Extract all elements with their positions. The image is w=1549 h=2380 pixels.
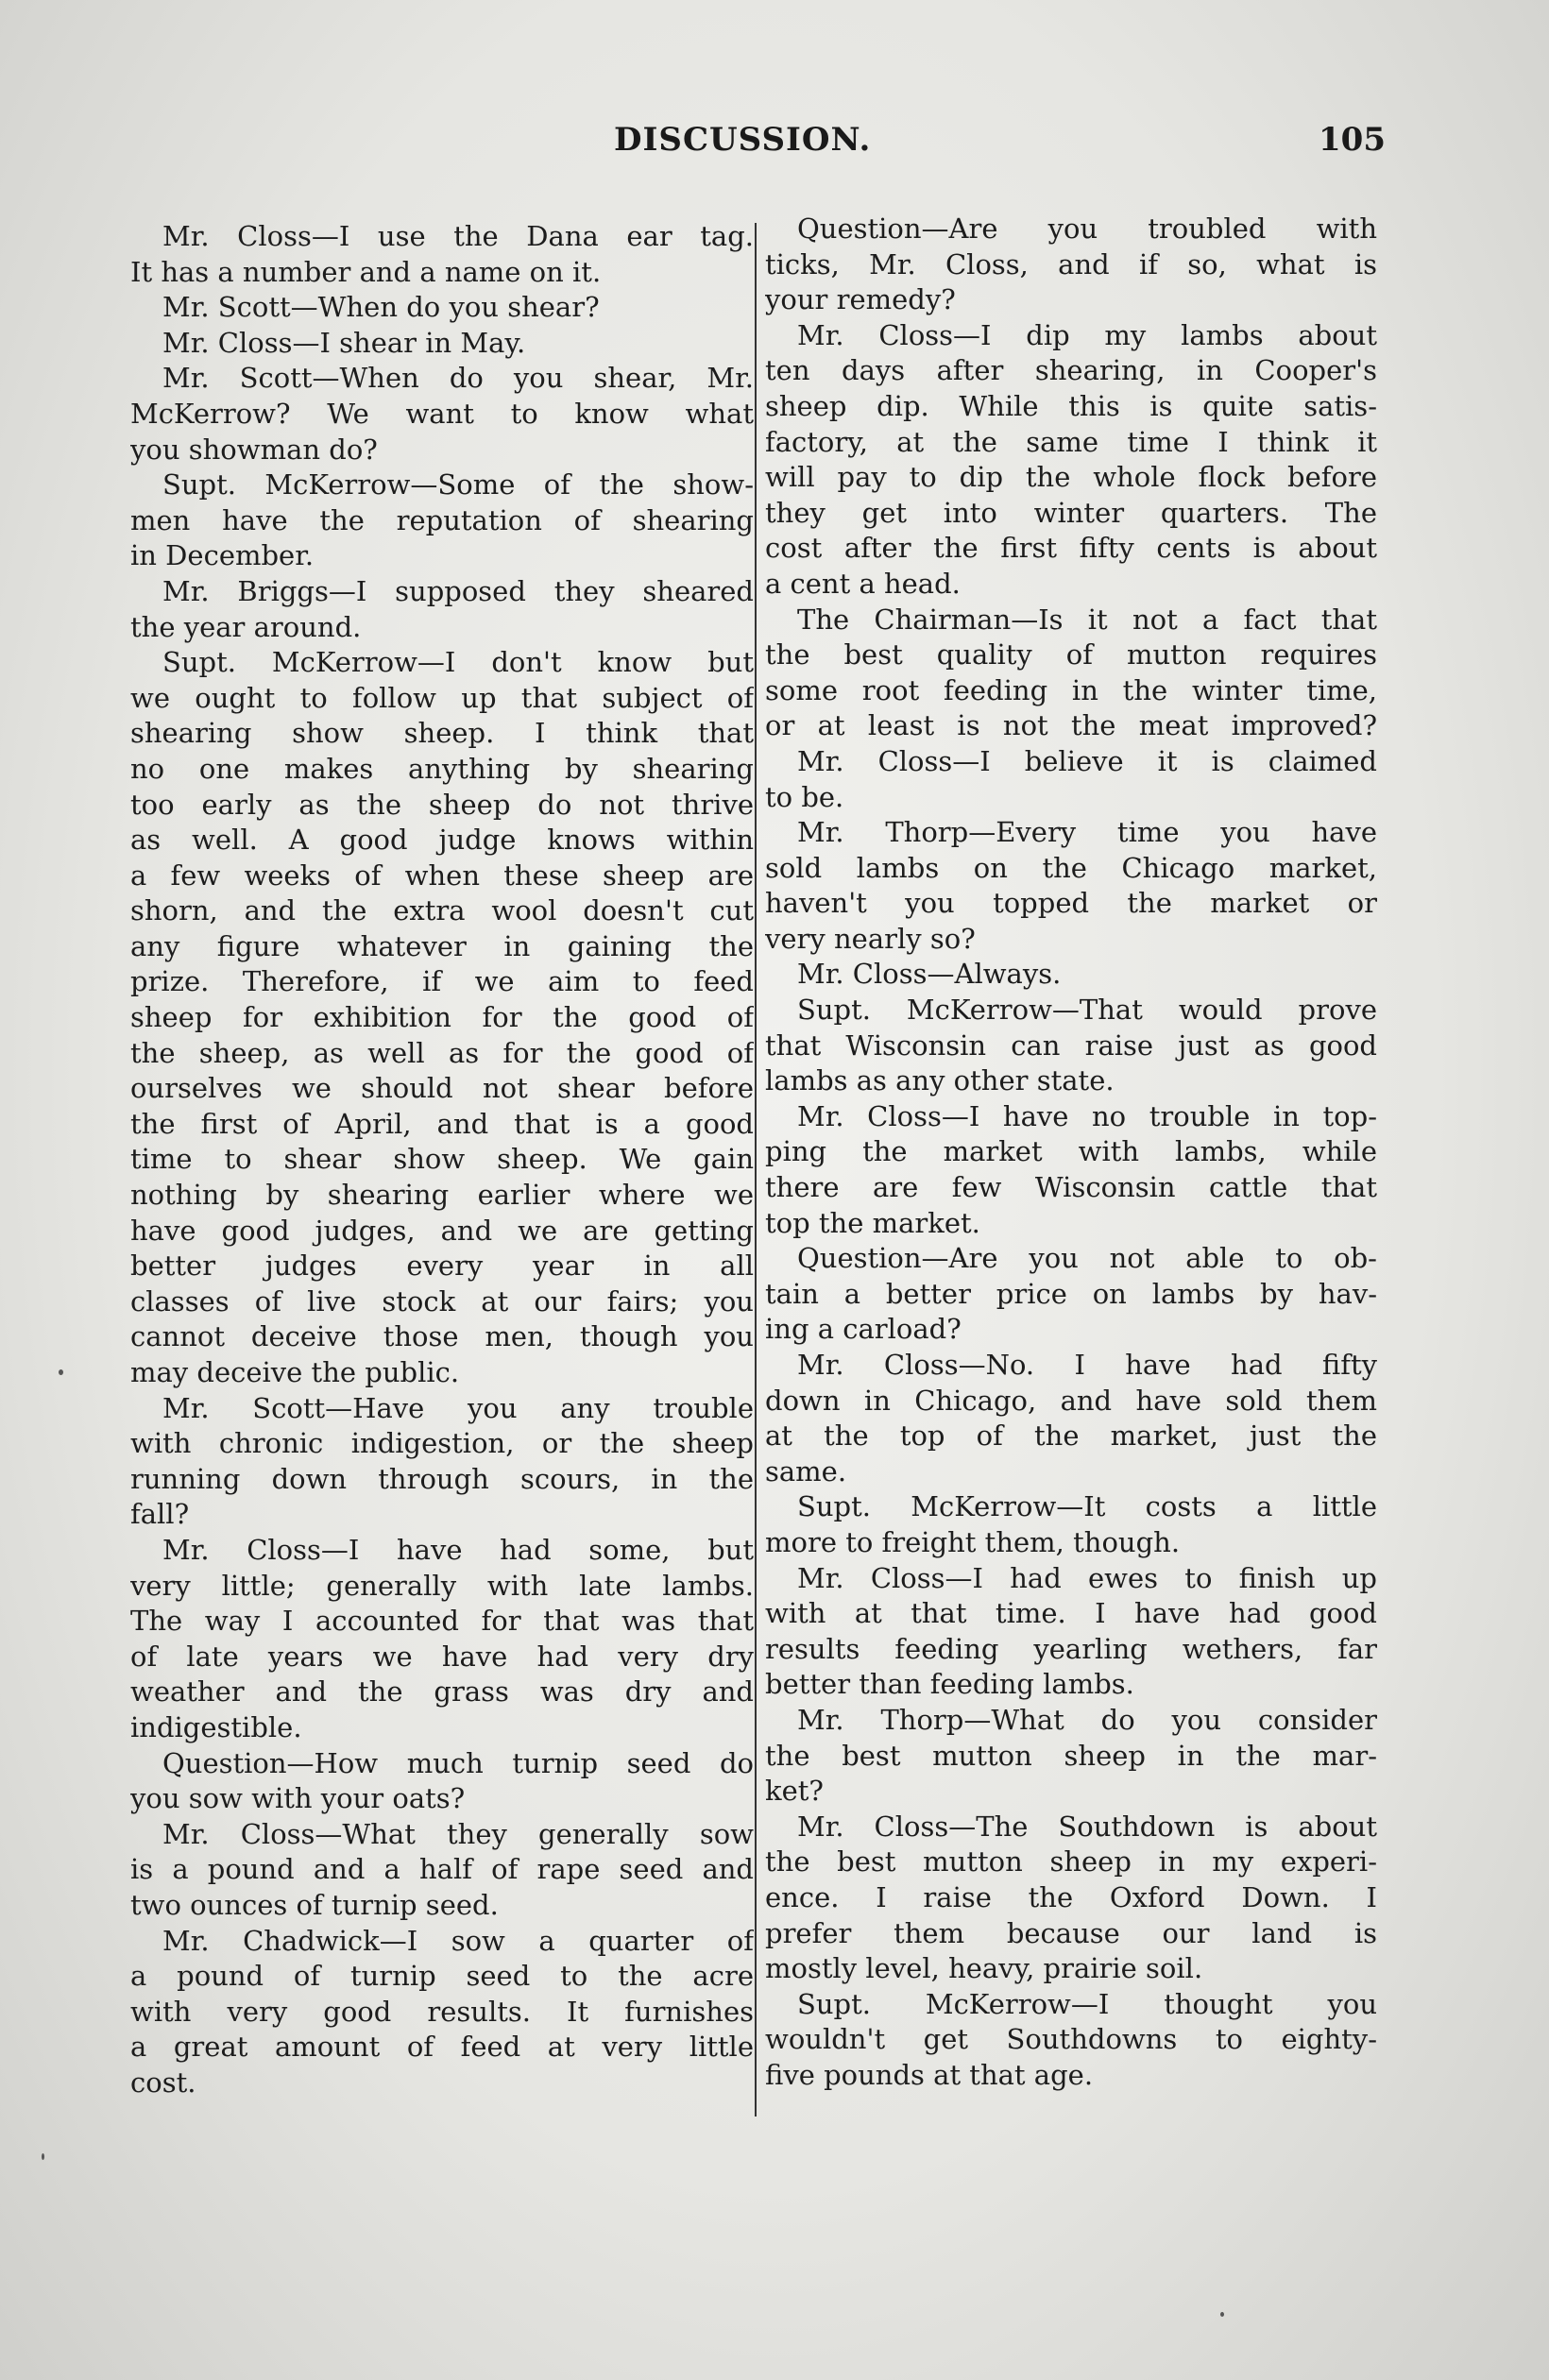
text-line: Mr. Closs—I have no trouble in top-: [797, 1099, 1377, 1132]
text-line: Mr. Closs—The Southdown is about: [797, 1810, 1377, 1843]
text-line: Question—How much turnip seed do: [162, 1746, 754, 1779]
text-line: Mr. Briggs—I supposed they sheared: [162, 574, 754, 607]
text-line: Mr. Closs—I dip my lambs about: [797, 318, 1377, 351]
text-line: a pound of turnip seed to the acre: [130, 1960, 754, 1993]
text-line: cost.: [130, 2066, 196, 2099]
text-line: results feeding yearling wethers, far: [765, 1632, 1377, 1665]
text-line: mostly level, heavy, prairie soil.: [765, 1952, 1203, 1985]
text-line: Mr. Scott—When do you shear, Mr.: [162, 362, 754, 395]
text-line: cost after the first fifty cents is about: [765, 532, 1377, 565]
left-text-column: [130, 219, 754, 2100]
text-line: have good judges, and we are getting: [130, 1214, 754, 1247]
text-line: ence. I raise the Oxford Down. I: [765, 1880, 1377, 1913]
text-line: no one makes anything by shearing: [130, 752, 754, 785]
text-line: Mr. Closs—I use the Dana ear tag.: [162, 220, 754, 252]
text-line: as well. A good judge knows within: [130, 824, 754, 857]
text-line: ket?: [765, 1775, 824, 1808]
scan-speck: [59, 1369, 63, 1375]
text-line: sheep for exhibition for the good of: [130, 1001, 754, 1034]
text-line: running down through scours, in the: [130, 1462, 754, 1495]
text-line: factory, at the same time I think it: [765, 425, 1377, 458]
text-line: Mr. Closs—I shear in May.: [162, 326, 526, 359]
text-line: a great amount of feed at very little: [130, 2031, 754, 2064]
text-line: some root feeding in the winter time,: [765, 673, 1377, 706]
text-line: a cent a head.: [765, 567, 961, 600]
text-line: haven't you topped the market or: [765, 887, 1377, 920]
text-line: too early as the sheep do not thrive: [130, 788, 754, 821]
text-line: tain a better price on lambs by hav-: [765, 1277, 1377, 1310]
text-line: very nearly so?: [765, 922, 976, 955]
text-line: in December.: [130, 539, 315, 572]
text-line: may deceive the public.: [130, 1356, 460, 1388]
text-line: time to shear show sheep. We gain: [130, 1143, 754, 1176]
text-line: we ought to follow up that subject of: [130, 681, 754, 714]
text-line: or at least is not the meat improved?: [765, 709, 1377, 742]
text-line: McKerrow? We want to know what: [130, 397, 754, 430]
text-line: better judges every year in all: [130, 1250, 754, 1283]
text-line: ticks, Mr. Closs, and if so, what is: [765, 247, 1377, 280]
text-line: shearing show sheep. I think that: [130, 717, 754, 750]
text-line: Mr. Thorp—Every time you have: [797, 816, 1377, 849]
text-line: that Wisconsin can raise just as good: [765, 1028, 1377, 1062]
text-line: any figure whatever in gaining the: [130, 929, 754, 962]
text-line: sold lambs on the Chicago market,: [765, 851, 1377, 884]
text-line: is a pound and a half of rape seed and: [130, 1853, 754, 1886]
text-line: The Chairman—Is it not a fact that: [797, 603, 1377, 636]
text-line: weather and the grass was dry and: [130, 1675, 754, 1708]
text-line: Mr. Closs—I have had some, but: [162, 1533, 754, 1566]
text-line: The way I accounted for that was that: [130, 1605, 754, 1638]
text-line: same.: [765, 1454, 847, 1488]
text-line: better than feeding lambs.: [765, 1668, 1134, 1701]
text-line: down in Chicago, and have sold them: [765, 1384, 1377, 1417]
text-line: ourselves we should not shear before: [130, 1072, 754, 1105]
text-line: Mr. Closs—What they generally sow: [162, 1817, 754, 1850]
text-line: ping the market with lambs, while: [765, 1135, 1377, 1168]
text-line: Supt. McKerrow—I don't know but: [162, 646, 754, 679]
text-line: shorn, and the extra wool doesn't cut: [130, 894, 754, 927]
text-line: they get into winter quarters. The: [765, 496, 1377, 529]
text-line: classes of live stock at our fairs; you: [130, 1284, 754, 1318]
text-line: Mr. Closs—No. I have had fifty: [797, 1349, 1377, 1381]
text-line: cannot deceive those men, though you: [130, 1320, 754, 1353]
text-line: the best mutton sheep in the mar-: [765, 1739, 1377, 1772]
text-line: men have the reputation of shearing: [130, 503, 754, 536]
text-line: wouldn't get Southdowns to eighty-: [765, 2023, 1377, 2056]
text-line: Mr. Thorp—What do you consider: [797, 1703, 1377, 1736]
text-line: top the market.: [765, 1206, 980, 1239]
text-line: with at that time. I have had good: [765, 1597, 1377, 1630]
scan-speck: [42, 2153, 44, 2160]
text-line: will pay to dip the whole flock before: [765, 461, 1377, 494]
text-line: prize. Therefore, if we aim to feed: [130, 965, 754, 998]
text-line: nothing by shearing earlier where we: [130, 1179, 754, 1212]
text-line: Mr. Closs—Always.: [797, 958, 1062, 991]
text-line: Mr. Scott—When do you shear?: [162, 291, 600, 324]
text-line: ing a carload?: [765, 1313, 962, 1346]
page-header: [0, 121, 1549, 178]
text-line: Mr. Chadwick—I sow a quarter of: [162, 1924, 754, 1957]
text-line: Mr. Closs—I believe it is claimed: [797, 744, 1377, 777]
text-line: five pounds at that age.: [765, 2058, 1094, 2091]
text-line: Supt. McKerrow—Some of the show-: [162, 468, 754, 502]
text-line: to be.: [765, 780, 844, 813]
text-line: your remedy?: [765, 283, 956, 316]
text-line: It has a number and a name on it.: [130, 255, 602, 288]
text-line: there are few Wisconsin cattle that: [765, 1171, 1377, 1204]
running-title: DISCUSSION.: [614, 121, 872, 159]
text-line: more to freight them, though.: [765, 1525, 1181, 1558]
text-line: the best mutton sheep in my experi-: [765, 1845, 1377, 1878]
page-number: 105: [1319, 121, 1386, 159]
scan-speck: [1220, 2312, 1224, 2317]
text-line: the best quality of mutton requires: [765, 638, 1377, 672]
text-line: with very good results. It furnishes: [130, 1995, 754, 2028]
text-line: with chronic indigestion, or the sheep: [130, 1427, 754, 1460]
text-line: ten days after shearing, in Cooper's: [765, 354, 1377, 387]
right-text-column: [765, 212, 1377, 2093]
text-line: Supt. McKerrow—It costs a little: [797, 1490, 1377, 1523]
text-line: you showman do?: [130, 433, 378, 466]
text-line: Supt. McKerrow—That would prove: [797, 994, 1377, 1027]
column-divider: [755, 223, 757, 2116]
text-line: at the top of the market, just the: [765, 1420, 1377, 1453]
text-line: lambs as any other state.: [765, 1064, 1115, 1097]
text-line: sheep dip. While this is quite satis-: [765, 389, 1377, 422]
text-line: the sheep, as well as for the good of: [130, 1036, 754, 1069]
text-line: you sow with your oats?: [130, 1782, 466, 1815]
text-line: fall?: [130, 1498, 190, 1531]
text-line: prefer them because our land is: [765, 1916, 1377, 1949]
text-line: Question—Are you not able to ob-: [797, 1242, 1377, 1275]
text-line: Mr. Closs—I had ewes to finish up: [797, 1561, 1377, 1594]
text-line: Mr. Scott—Have you any trouble: [162, 1391, 754, 1424]
text-line: a few weeks of when these sheep are: [130, 858, 754, 892]
text-line: indigestible.: [130, 1710, 302, 1743]
text-line: very little; generally with late lambs.: [130, 1569, 754, 1602]
text-line: two ounces of turnip seed.: [130, 1888, 499, 1921]
text-line: Supt. McKerrow—I thought you: [797, 1987, 1377, 2020]
text-line: Question—Are you troubled with: [797, 212, 1377, 245]
text-line: the first of April, and that is a good: [130, 1107, 754, 1140]
text-line: the year around.: [130, 610, 362, 643]
text-line: of late years we have had very dry: [130, 1640, 754, 1673]
